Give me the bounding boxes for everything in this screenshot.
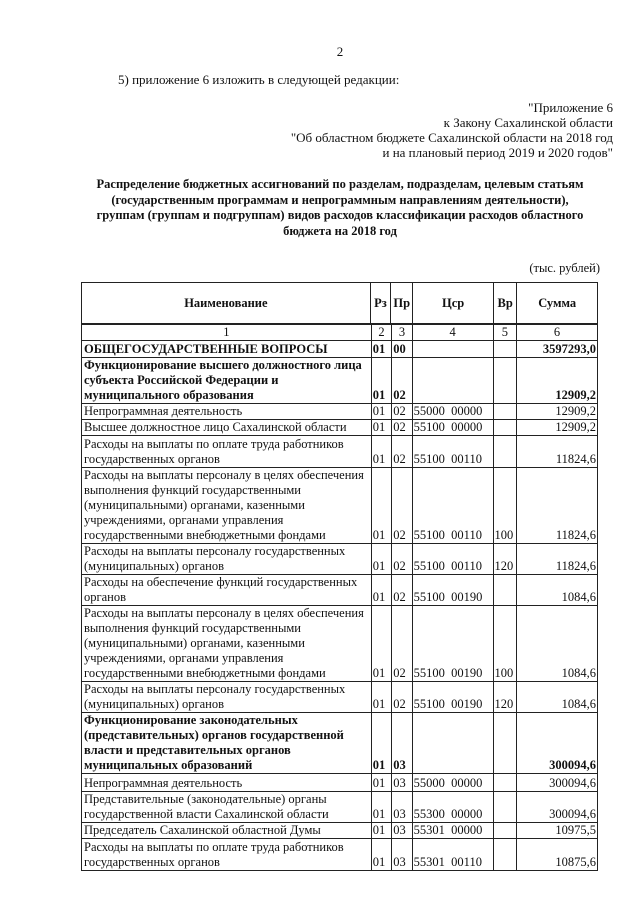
cell-vr <box>493 774 517 792</box>
cell-pr: 02 <box>392 544 412 575</box>
cell-name: Представительные (законодательные) органы государственной власти Сахалинской области <box>82 792 372 823</box>
cell-pr: 02 <box>392 575 412 606</box>
header-vr: Вр <box>493 283 516 324</box>
table-row <box>82 774 598 792</box>
cell-pr: 00 <box>392 341 412 358</box>
column-number: 4 <box>412 325 493 341</box>
cell-pr: 03 <box>392 823 412 839</box>
column-number: 1 <box>82 325 372 341</box>
cell-vr <box>493 436 517 468</box>
cell-sum: 11824,6 <box>517 544 598 575</box>
cell-sum: 12909,2 <box>517 420 598 436</box>
cell-sum: 3597293,0 <box>517 341 598 358</box>
cell-csr: 55000 00000 <box>412 404 493 420</box>
cell-sum: 300094,6 <box>517 792 598 823</box>
cell-sum: 11824,6 <box>517 468 598 544</box>
document-title-line: (государственным программам и непрограммным направлениям деятельности), <box>111 192 569 207</box>
cell-csr: 55100 00000 <box>412 420 493 436</box>
cell-vr: 120 <box>493 544 517 575</box>
cell-pr: 02 <box>392 682 412 713</box>
cell-csr <box>412 358 493 404</box>
cell-pr: 02 <box>392 468 412 544</box>
cell-csr <box>412 713 493 774</box>
cell-sum: 10875,6 <box>517 839 598 871</box>
table-row <box>82 792 598 823</box>
table-row <box>82 358 598 404</box>
cell-pr: 02 <box>392 358 412 404</box>
cell-csr: 55301 00110 <box>412 839 493 871</box>
cell-sum: 300094,6 <box>517 713 598 774</box>
appendix-reference-line: "Приложение 6 <box>528 100 613 115</box>
column-number: 6 <box>517 325 598 341</box>
cell-rz: 01 <box>371 544 391 575</box>
cell-name: Расходы на выплаты по оплате труда работников государственных органов <box>82 839 372 871</box>
table-row <box>82 823 598 839</box>
cell-rz: 01 <box>371 341 391 358</box>
header-rz: Рз <box>370 283 390 324</box>
cell-name: Функционирование законодательных (представительных) органов государственной власти и представительных органов муниципальных образований <box>82 713 372 774</box>
cell-pr: 03 <box>392 839 412 871</box>
cell-rz: 01 <box>371 682 391 713</box>
table-row <box>82 420 598 436</box>
cell-pr: 02 <box>392 436 412 468</box>
column-number: 2 <box>371 325 391 341</box>
cell-vr: 100 <box>493 468 517 544</box>
document-title-line: Распределение бюджетных ассигнований по разделам, подразделам, целевым статьям <box>96 177 584 191</box>
cell-vr: 120 <box>493 682 517 713</box>
units-label: (тыс. рублей) <box>529 261 600 275</box>
cell-csr: 55100 00110 <box>412 544 493 575</box>
cell-sum: 1084,6 <box>517 606 598 682</box>
intro-text: 5) приложение 6 изложить в следующей редакции: <box>118 72 400 87</box>
table-row <box>82 839 598 871</box>
column-number: 5 <box>493 325 517 341</box>
cell-sum: 1084,6 <box>517 575 598 606</box>
cell-vr <box>493 575 517 606</box>
cell-csr: 55100 00190 <box>412 575 493 606</box>
header-row <box>82 283 598 324</box>
cell-vr: 100 <box>493 606 517 682</box>
cell-name: Расходы на обеспечение функций государственных органов <box>82 575 372 606</box>
cell-name: Высшее должностное лицо Сахалинской области <box>82 420 372 436</box>
cell-pr: 03 <box>392 713 412 774</box>
table-row <box>82 682 598 713</box>
budget-table <box>81 324 598 871</box>
cell-rz: 01 <box>371 468 391 544</box>
table-header <box>81 282 598 324</box>
cell-name: Непрограммная деятельность <box>82 774 372 792</box>
cell-rz: 01 <box>371 823 391 839</box>
table-row <box>82 404 598 420</box>
cell-name: Функционирование высшего должностного лица субъекта Российской Федерации и муниципального образования <box>82 358 372 404</box>
cell-name: Непрограммная деятельность <box>82 404 372 420</box>
cell-sum: 300094,6 <box>517 774 598 792</box>
cell-vr <box>493 713 517 774</box>
cell-rz: 01 <box>371 404 391 420</box>
cell-vr <box>493 839 517 871</box>
appendix-reference-line: и на плановый период 2019 и 2020 годов" <box>382 145 613 160</box>
cell-pr: 02 <box>392 404 412 420</box>
cell-sum: 11824,6 <box>517 436 598 468</box>
cell-rz: 01 <box>371 575 391 606</box>
table-row <box>82 341 598 358</box>
cell-sum: 12909,2 <box>517 358 598 404</box>
cell-name: Расходы на выплаты персоналу в целях обеспечения выполнения функций государственными (муниципальными) органами, казенными учреждениями, органами управления государственными внебюджетными фондами <box>82 468 372 544</box>
document-title-line: группам (группам и подгруппам) видов расходов классификации расходов областного <box>96 208 584 222</box>
cell-rz: 01 <box>371 436 391 468</box>
cell-rz: 01 <box>371 606 391 682</box>
cell-rz: 01 <box>371 358 391 404</box>
appendix-reference <box>291 100 613 160</box>
appendix-reference-line: к Закону Сахалинской области <box>443 115 613 130</box>
cell-vr <box>493 404 517 420</box>
cell-csr: 55100 00110 <box>412 468 493 544</box>
cell-csr: 55100 00190 <box>412 682 493 713</box>
header-pr: Пр <box>391 283 413 324</box>
cell-rz: 01 <box>371 839 391 871</box>
cell-vr <box>493 358 517 404</box>
cell-pr: 03 <box>392 792 412 823</box>
header-csr: Цср <box>413 283 494 324</box>
header-name: Наименование <box>82 283 371 324</box>
cell-name: ОБЩЕГОСУДАРСТВЕННЫЕ ВОПРОСЫ <box>82 341 372 358</box>
cell-csr: 55301 00000 <box>412 823 493 839</box>
cell-csr <box>412 341 493 358</box>
cell-pr: 02 <box>392 420 412 436</box>
document-title-line: бюджета на 2018 год <box>283 223 397 238</box>
table-row <box>82 468 598 544</box>
cell-csr: 55300 00000 <box>412 792 493 823</box>
cell-name: Расходы на выплаты по оплате труда работников государственных органов <box>82 436 372 468</box>
table-row <box>82 544 598 575</box>
document-title <box>70 177 610 239</box>
cell-csr: 55100 00110 <box>412 436 493 468</box>
cell-rz: 01 <box>371 713 391 774</box>
cell-name: Расходы на выплаты персоналу государственных (муниципальных) органов <box>82 682 372 713</box>
cell-pr: 03 <box>392 774 412 792</box>
cell-sum: 12909,2 <box>517 404 598 420</box>
table-row <box>82 606 598 682</box>
cell-name: Председатель Сахалинской областной Думы <box>82 823 372 839</box>
table-row <box>82 436 598 468</box>
appendix-reference-line: "Об областном бюджете Сахалинской области на 2018 год <box>290 130 613 145</box>
cell-rz: 01 <box>371 420 391 436</box>
cell-sum: 1084,6 <box>517 682 598 713</box>
cell-sum: 10975,5 <box>517 823 598 839</box>
cell-csr: 55000 00000 <box>412 774 493 792</box>
table-row <box>82 713 598 774</box>
cell-vr <box>493 420 517 436</box>
header-sum: Сумма <box>517 283 598 324</box>
cell-vr <box>493 823 517 839</box>
page-number: 2 <box>336 44 344 59</box>
cell-name: Расходы на выплаты персоналу государственных (муниципальных) органов <box>82 544 372 575</box>
column-number-row <box>82 325 598 341</box>
column-number: 3 <box>392 325 412 341</box>
cell-csr: 55100 00190 <box>412 606 493 682</box>
cell-rz: 01 <box>371 774 391 792</box>
cell-name: Расходы на выплаты персоналу в целях обеспечения выполнения функций государственными (муниципальными) органами, казенными учреждениями, органами управления государственными внебюджетными фондами <box>82 606 372 682</box>
cell-vr <box>493 792 517 823</box>
cell-vr <box>493 341 517 358</box>
table-row <box>82 575 598 606</box>
cell-pr: 02 <box>392 606 412 682</box>
cell-rz: 01 <box>371 792 391 823</box>
